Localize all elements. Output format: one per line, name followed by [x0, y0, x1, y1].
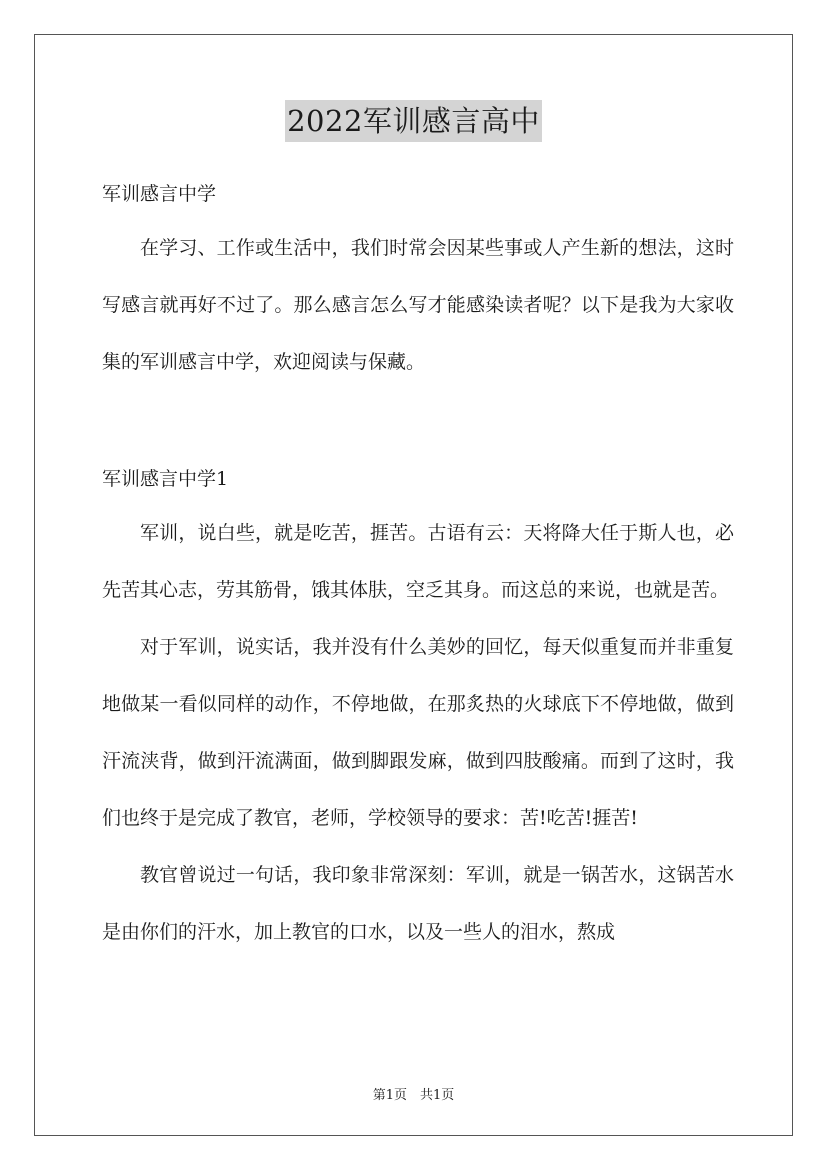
document-title: 2022军训感言高中 [285, 100, 542, 142]
intro-paragraph: 在学习、工作或生活中，我们时常会因某些事或人产生新的想法，这时写感言就再好不过了。那么感言怎么写才能感染读者呢？以下是我为大家收集的军训感言中学，欢迎阅读与保藏。 [102, 237, 734, 373]
document-subtitle: 军训感言中学 [102, 183, 217, 205]
page-number-label: 第1页 共1页 [372, 1088, 455, 1103]
document-body [102, 170, 734, 961]
title-wrap [0, 100, 827, 142]
section-heading: 军训感言中学1 [102, 468, 229, 490]
spacer [102, 391, 734, 447]
body-paragraph: 教官曾说过一句话，我印象非常深刻：军训，就是一锅苦水，这锅苦水是由你们的汗水，加上教官的口水，以及一些人的泪水，熬成 [102, 864, 734, 943]
body-paragraph: 对于军训，说实话，我并没有什么美妙的回忆，每天似重复而并非重复地做某一看似同样的动作，不停地做，在那炙热的火球底下不停地做，做到汗流浃背，做到汗流满面，做到脚跟发麻，做到四肢酸痛。而到了这时，我们也终于是完成了教官，老师，学校领导的要求：苦!吃苦!捱苦! [102, 636, 734, 829]
body-paragraph: 军训，说白些，就是吃苦，捱苦。古语有云：天将降大任于斯人也，必先苦其心志，劳其筋骨，饿其体肤，空乏其身。而这总的来说，也就是苦。 [102, 522, 734, 601]
page-footer [0, 1084, 827, 1103]
